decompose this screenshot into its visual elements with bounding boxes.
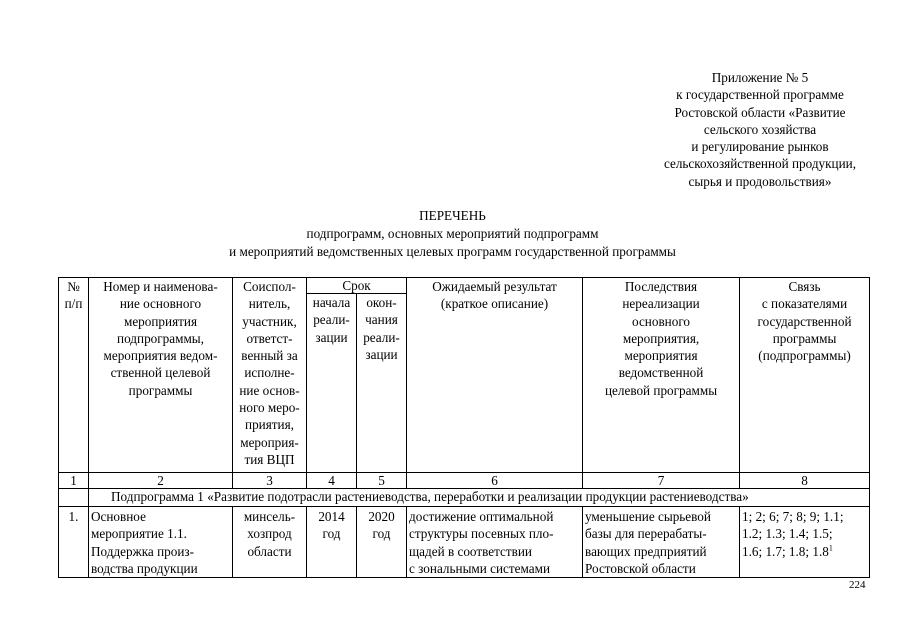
- appendix-line: сельского хозяйства: [703, 121, 817, 137]
- row-executor: минсель- хозпрод области: [233, 507, 307, 578]
- document-heading: ПЕРЕЧЕНЬ: [419, 208, 486, 223]
- header-cell-start: начала реали- зации: [307, 294, 357, 473]
- header-cell-consequences: Последствия нереализации основного мероприятия, мероприятия ведомственной целевой программы: [583, 278, 740, 473]
- row-number: 1.: [59, 507, 89, 578]
- column-number: 4: [307, 473, 357, 489]
- appendix-line: и регулирование рынков: [691, 139, 829, 155]
- appendix-block: [600, 69, 905, 190]
- column-number: 3: [233, 473, 307, 489]
- page-number: 224: [849, 579, 866, 591]
- column-number: 5: [357, 473, 407, 489]
- header-cell-indicators: Связь с показателями государственной программы (подпрограммы): [740, 278, 870, 473]
- row-name: Основное мероприятие 1.1. Поддержка произ- водства продукции: [89, 507, 233, 578]
- header-cell-executor: Соиспол- нитель, участник, ответст- венный за исполне- ние основ- ного меро- приятия, мероприя- тия ВЦП: [233, 278, 307, 473]
- header-cell-number: № п/п: [59, 278, 89, 473]
- header-cell-result: Ожидаемый результат (краткое описание): [407, 278, 583, 473]
- header-cell-term: Срок: [307, 278, 407, 294]
- document-subtitle-line: и мероприятий ведомственных целевых программ государственной программы: [229, 244, 676, 259]
- measures-table: [58, 277, 870, 578]
- row-end: 2020 год: [357, 507, 407, 578]
- appendix-line: сырья и продовольствия»: [688, 173, 832, 189]
- table-row: [59, 507, 870, 578]
- appendix-line: сельскохозяйственной продукции,: [663, 156, 857, 172]
- column-number: 2: [89, 473, 233, 489]
- row-start: 2014 год: [307, 507, 357, 578]
- row-result: достижение оптимальной структуры посевных пло- щадей в соответствии с зональными системами: [407, 507, 583, 578]
- footnote-mark: 1: [828, 543, 833, 553]
- row-consequences: уменьшение сырьевой базы для перерабаты- вающих предприятий Ростовской области: [583, 507, 740, 578]
- appendix-line: Приложение № 5: [711, 70, 809, 85]
- header-cell-end: окон- чания реали- зации: [357, 294, 407, 473]
- subprogram-empty-cell: [59, 489, 89, 507]
- row-indicators: 1; 2; 6; 7; 8; 9; 1.1; 1.2; 1.3; 1.4; 1.5; 1.6; 1.7; 1.8; $1.8^1$: [740, 507, 870, 578]
- appendix-line: Ростовской области «Развитие: [674, 104, 846, 120]
- header-cell-name: Номер и наименова- ние основного мероприятия подпрограммы, мероприятия ведом- ственной целевой программы: [89, 278, 233, 473]
- appendix-line: к государственной программе: [676, 87, 844, 103]
- column-number: 1: [59, 473, 89, 489]
- subprogram-title: Подпрограмма 1 «Развитие подотрасли растениеводства, переработки и реализации продукции растениеводства»: [89, 489, 870, 507]
- column-number: 8: [740, 473, 870, 489]
- document-subtitle-line: подпрограмм, основных мероприятий подпрограмм: [306, 226, 599, 241]
- column-number: 7: [583, 473, 740, 489]
- column-number: 6: [407, 473, 583, 489]
